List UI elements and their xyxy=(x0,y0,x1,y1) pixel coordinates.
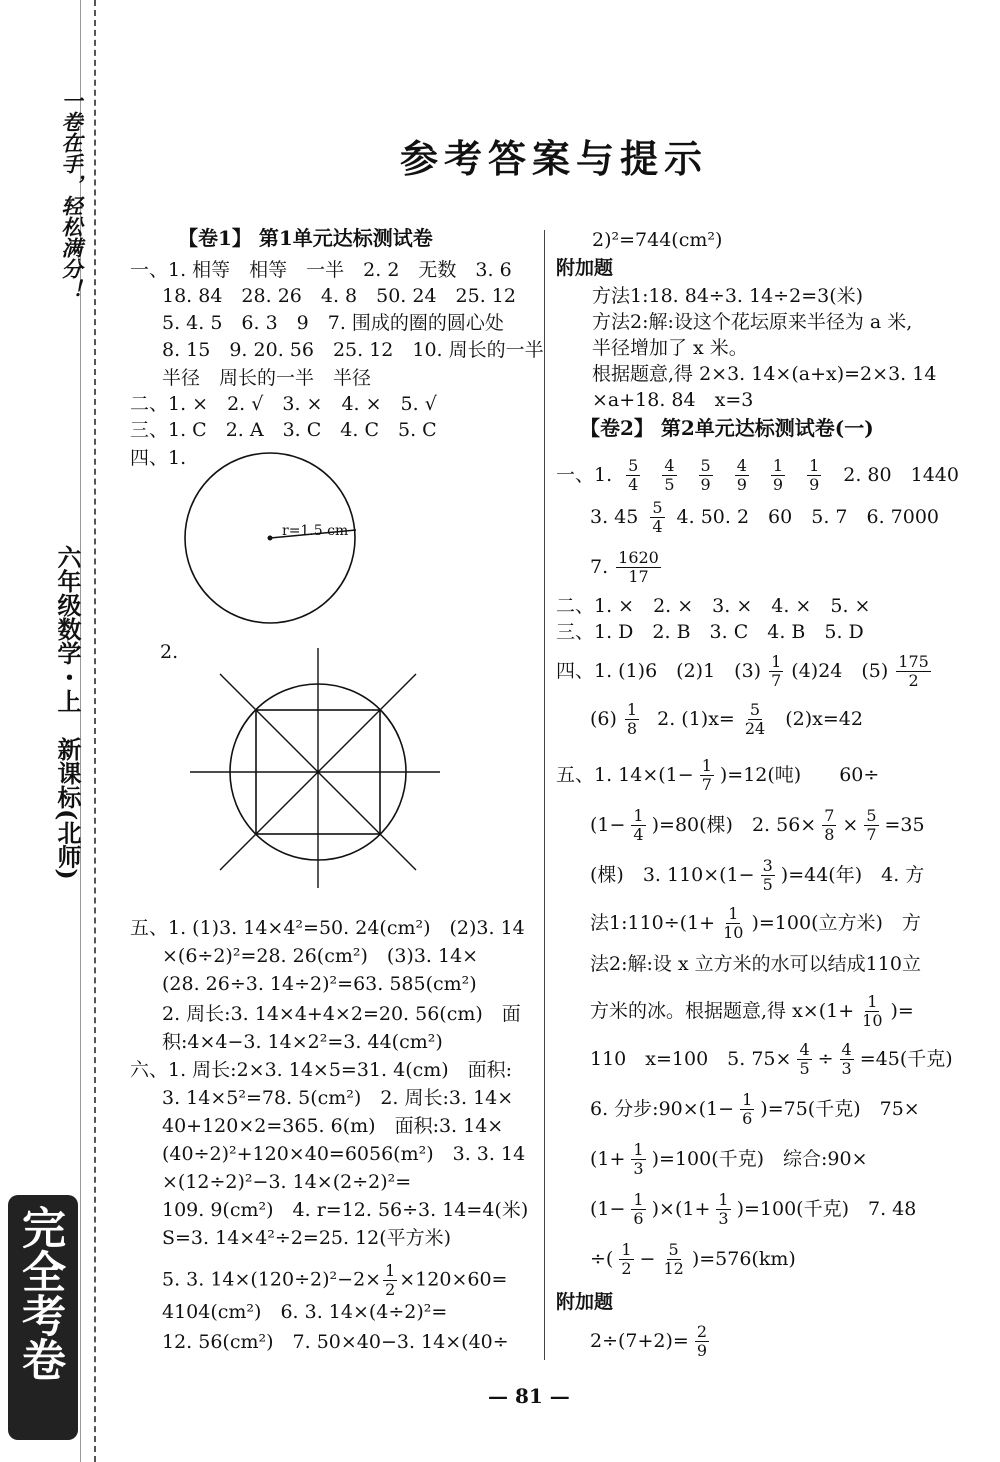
answer-line: 2. 周长:3. 14×4+4×2=20. 56(cm) 面 xyxy=(162,1003,521,1025)
answer-line xyxy=(590,852,924,898)
text-part: ÷( xyxy=(590,1248,614,1270)
answer-line: 2)²=744(cm²) xyxy=(592,229,723,251)
answer-line xyxy=(556,648,933,694)
answer-line xyxy=(590,1036,953,1082)
answer-line: 8. 15 9. 20. 56 25. 12 10. 周长的一半 xyxy=(162,339,544,361)
answer-line xyxy=(590,1236,796,1282)
fraction xyxy=(616,549,661,586)
fraction xyxy=(631,1141,645,1178)
answer-line xyxy=(590,900,921,946)
numerator: 1 xyxy=(771,651,782,671)
answer-line: (28. 26÷3. 14÷2)²=63. 585(cm²) xyxy=(162,973,477,995)
answer-line xyxy=(590,1186,916,1232)
answer-line: 18. 84 28. 26 4. 8 50. 24 25. 12 xyxy=(162,285,516,307)
numerator: 1 xyxy=(718,1189,729,1209)
text-part: 2÷(7+2)= xyxy=(590,1330,689,1352)
square-circle-figure xyxy=(190,648,440,888)
text-part: (4)24 (5) xyxy=(791,660,889,682)
numerator: 4 xyxy=(799,1039,810,1059)
text-part: 2. (1)x= xyxy=(657,708,735,730)
fraction xyxy=(699,457,713,494)
fraction xyxy=(383,1262,397,1299)
answer-line: S=3. 14×4²÷2=25. 12(平方米) xyxy=(162,1227,452,1249)
text-part: )=100(立方米) 方 xyxy=(751,912,921,934)
text-part: )=12(吨) 60÷ xyxy=(719,764,880,786)
denominator: 7 xyxy=(701,774,712,794)
numerator: 7 xyxy=(824,805,835,825)
radius-label: r=1.5 cm xyxy=(282,523,349,539)
column-divider xyxy=(544,230,545,1360)
text-part: 5. 3. 14×(120÷2)²−2× xyxy=(162,1268,382,1291)
text-part: 2. 80 1440 xyxy=(843,464,959,486)
text-part: )=75(千克) 75× xyxy=(760,1098,920,1120)
denominator: 6 xyxy=(742,1108,753,1128)
numerator: 1 xyxy=(867,991,878,1011)
section-heading-1: 【卷1】 第1单元达标测试卷 xyxy=(178,226,433,250)
numerator: 1 xyxy=(772,455,784,475)
numerator: 5 xyxy=(749,699,761,719)
text-part: )=100(千克) 综合:90× xyxy=(651,1148,868,1170)
fraction xyxy=(822,807,836,844)
denominator: 9 xyxy=(809,474,820,494)
side-slogan: 一卷在手，轻松满分！ xyxy=(59,90,84,300)
numerator: 1 xyxy=(621,1239,632,1259)
fraction xyxy=(700,757,714,794)
denominator: 5 xyxy=(664,474,675,494)
fraction xyxy=(735,457,749,494)
numerator: 1 xyxy=(728,903,739,923)
answer-line xyxy=(590,1136,868,1182)
fraction xyxy=(631,807,645,844)
answer-line: 三、1. D 2. B 3. C 4. B 5. D xyxy=(556,621,864,643)
fraction xyxy=(625,701,639,738)
answer-line xyxy=(590,542,663,592)
denominator: 2 xyxy=(385,1280,396,1299)
answer-line xyxy=(162,1262,507,1299)
fraction xyxy=(716,1191,730,1228)
bonus-heading: 附加题 xyxy=(556,257,614,279)
answer-line: 3. 14×5²=78. 5(cm²) 2. 周长:3. 14× xyxy=(162,1087,514,1109)
answer-line: 三、1. C 2. A 3. C 4. C 5. C xyxy=(130,419,437,441)
circle-figure xyxy=(180,450,380,630)
denominator: 9 xyxy=(736,474,747,494)
answer-line: 根据题意,得 2×3. 14×(a+x)=2×3. 14 xyxy=(592,363,937,385)
text-part: )=576(km) xyxy=(691,1248,796,1270)
text-part: 4. 50. 2 60 5. 7 6. 7000 xyxy=(676,506,940,528)
numerator: 5 xyxy=(700,455,711,475)
denominator: 4 xyxy=(633,824,644,844)
answer-line xyxy=(590,1318,711,1364)
numerator: 2 xyxy=(696,1321,708,1341)
text-part: 四、1. (1)6 (2)1 (3) xyxy=(556,660,762,682)
answer-line: 六、1. 周长:2×3. 14×5=31. 4(cm) 面积: xyxy=(130,1059,513,1081)
text-part: ÷ xyxy=(817,1048,834,1070)
fraction xyxy=(631,1191,645,1228)
text-part: (6) xyxy=(590,708,617,730)
fraction xyxy=(771,457,785,494)
denominator: 8 xyxy=(824,824,835,844)
answer-line: 五、1. (1)3. 14×4²=50. 24(cm²) (2)3. 14 xyxy=(130,917,525,939)
numerator: 1 xyxy=(633,1189,644,1209)
denominator: 7 xyxy=(866,824,877,844)
fraction xyxy=(662,457,676,494)
text-part: )=100(千克) 7. 48 xyxy=(736,1198,917,1220)
dashed-cut-line xyxy=(94,0,96,1462)
fraction xyxy=(695,1323,709,1360)
fraction-list xyxy=(624,457,823,494)
answer-line: 一、1. 相等 相等 一半 2. 2 无数 3. 6 xyxy=(130,259,512,281)
denominator: 2 xyxy=(908,670,919,690)
fraction xyxy=(661,1241,685,1278)
denominator: 17 xyxy=(628,566,649,586)
answer-line: 12. 56(cm²) 7. 50×40−3. 14×(40÷ xyxy=(162,1331,509,1353)
fraction xyxy=(896,653,931,690)
text-part: 方米的冰。根据题意,得 x×(1+ xyxy=(590,1000,855,1022)
text-part: )=80(棵) 2. 56× xyxy=(651,814,817,836)
numerator: 1 xyxy=(809,455,820,475)
numerator: 1 xyxy=(385,1261,396,1280)
answer-line: 积:4×4−3. 14×2²=3. 44(cm²) xyxy=(162,1031,443,1053)
text-part: ×120×60= xyxy=(399,1268,508,1291)
denominator: 24 xyxy=(744,718,766,738)
fraction xyxy=(619,1241,633,1278)
numerator: 5 xyxy=(866,805,877,825)
fraction xyxy=(761,857,775,894)
text-part: )×(1+ xyxy=(651,1198,711,1220)
page-number: — 81 — xyxy=(488,1384,570,1408)
answer-line: ×a+18. 84 x=3 xyxy=(592,389,754,411)
fraction xyxy=(743,701,767,738)
answer-line: 5. 4. 5 6. 3 9 7. 围成的圈的圆心处 xyxy=(162,312,504,334)
text-part: (1− xyxy=(590,1198,626,1220)
numerator: 5 xyxy=(668,1239,679,1259)
fraction xyxy=(797,1041,811,1078)
text-part: 110 x=100 5. 75× xyxy=(590,1048,792,1070)
denominator: 10 xyxy=(862,1010,883,1030)
denominator: 7 xyxy=(771,670,782,690)
answer-line xyxy=(590,492,939,542)
text-part: 法1:110÷(1+ xyxy=(590,912,716,934)
fraction xyxy=(840,1041,854,1078)
denominator: 10 xyxy=(723,922,744,942)
numerator: 1 xyxy=(742,1089,753,1109)
answer-line xyxy=(590,988,914,1034)
answer-line: 方法2:解:设这个花坛原来半径为 a 米, xyxy=(592,311,913,333)
text-part: − xyxy=(639,1248,656,1270)
answer-line: 方法1:18. 84÷3. 14÷2=3(米) xyxy=(592,285,864,307)
fraction xyxy=(860,993,884,1030)
numerator: 1 xyxy=(633,805,644,825)
answer-line: (40÷2)²+120×40=6056(m²) 3. 3. 14 xyxy=(162,1143,526,1165)
brand-logo xyxy=(8,1195,78,1440)
page-title: 参考答案与提示 xyxy=(400,136,709,181)
fraction xyxy=(626,457,640,494)
bonus-heading: 附加题 xyxy=(556,1291,614,1313)
denominator: 5 xyxy=(799,1058,810,1078)
numerator: 4 xyxy=(736,455,747,475)
text-part: =45(千克) xyxy=(859,1048,953,1070)
numerator: 3 xyxy=(762,855,773,875)
answer-line: ×(12÷2)²−3. 14×(2÷2)²= xyxy=(162,1171,412,1193)
text-part: )= xyxy=(890,1000,914,1022)
denominator: 12 xyxy=(663,1258,684,1278)
denominator: 4 xyxy=(652,516,663,536)
denominator: 4 xyxy=(628,474,639,494)
answer-line: 4104(cm²) 6. 3. 14×(4÷2)²= xyxy=(162,1301,448,1323)
numerator: 5 xyxy=(652,497,663,517)
text-part: 7. xyxy=(590,556,609,578)
answer-line xyxy=(590,1086,920,1132)
answer-line xyxy=(590,696,863,742)
denominator: 8 xyxy=(626,718,638,738)
denominator: 3 xyxy=(841,1058,852,1078)
answer-line xyxy=(590,802,925,848)
text-part: (1− xyxy=(590,814,626,836)
numerator: 1 xyxy=(633,1139,644,1159)
answer-line: 半径增加了 x 米。 xyxy=(592,337,748,359)
text-part: =35 xyxy=(884,814,925,836)
denominator: 5 xyxy=(762,874,773,894)
brand-logo-text: 完全考卷 xyxy=(14,1205,65,1381)
answer-line: 2. xyxy=(160,641,179,663)
text-part: 6. 分步:90×(1− xyxy=(590,1098,735,1120)
fraction xyxy=(740,1091,754,1128)
answer-line: 109. 9(cm²) 4. r=12. 56÷3. 14=4(米) xyxy=(162,1199,529,1221)
section-heading-2: 【卷2】 第2单元达标测试卷(一) xyxy=(580,416,874,440)
denominator: 2 xyxy=(621,1258,632,1278)
denominator: 9 xyxy=(700,474,711,494)
text-part: × xyxy=(842,814,859,836)
side-book-title: 六年级数学・上 新课标(北师) xyxy=(53,545,82,880)
numerator: 175 xyxy=(898,651,929,671)
text-part: (2)x=42 xyxy=(785,708,863,730)
fraction xyxy=(807,457,821,494)
answer-line xyxy=(556,752,879,798)
denominator: 3 xyxy=(718,1208,729,1228)
answer-line: 40+120×2=365. 6(m) 面积:3. 14× xyxy=(162,1115,504,1137)
answer-line: 半径 周长的一半 半径 xyxy=(162,367,372,389)
fraction xyxy=(650,499,664,536)
numerator: 4 xyxy=(664,455,675,475)
text-part: 3. 45 xyxy=(590,506,639,528)
text-part: 一、1. xyxy=(556,464,613,486)
fraction xyxy=(769,653,783,690)
answer-line: 二、1. × 2. × 3. × 4. × 5. × xyxy=(556,595,871,617)
text-part: (1+ xyxy=(590,1148,626,1170)
denominator: 6 xyxy=(633,1208,644,1228)
fraction xyxy=(721,905,745,942)
answer-line: ×(6÷2)²=28. 26(cm²) (3)3. 14× xyxy=(162,945,479,967)
answer-line: 二、1. × 2. √ 3. × 4. × 5. √ xyxy=(130,393,437,415)
denominator: 9 xyxy=(772,474,784,494)
text-part: 五、1. 14×(1− xyxy=(556,764,694,786)
text-part: (棵) 3. 110×(1− xyxy=(590,864,755,886)
numerator: 4 xyxy=(841,1039,852,1059)
numerator: 1 xyxy=(701,755,712,775)
numerator: 1 xyxy=(626,699,638,719)
fraction xyxy=(864,807,878,844)
answer-line: 法2:解:设 x 立方米的水可以结成110立 xyxy=(590,953,921,975)
numerator: 1620 xyxy=(618,547,659,567)
denominator: 3 xyxy=(633,1158,644,1178)
text-part: )=44(年) 4. 方 xyxy=(780,864,925,886)
denominator: 9 xyxy=(696,1340,708,1360)
numerator: 5 xyxy=(628,455,639,475)
answer-line: 四、1. xyxy=(130,447,187,469)
